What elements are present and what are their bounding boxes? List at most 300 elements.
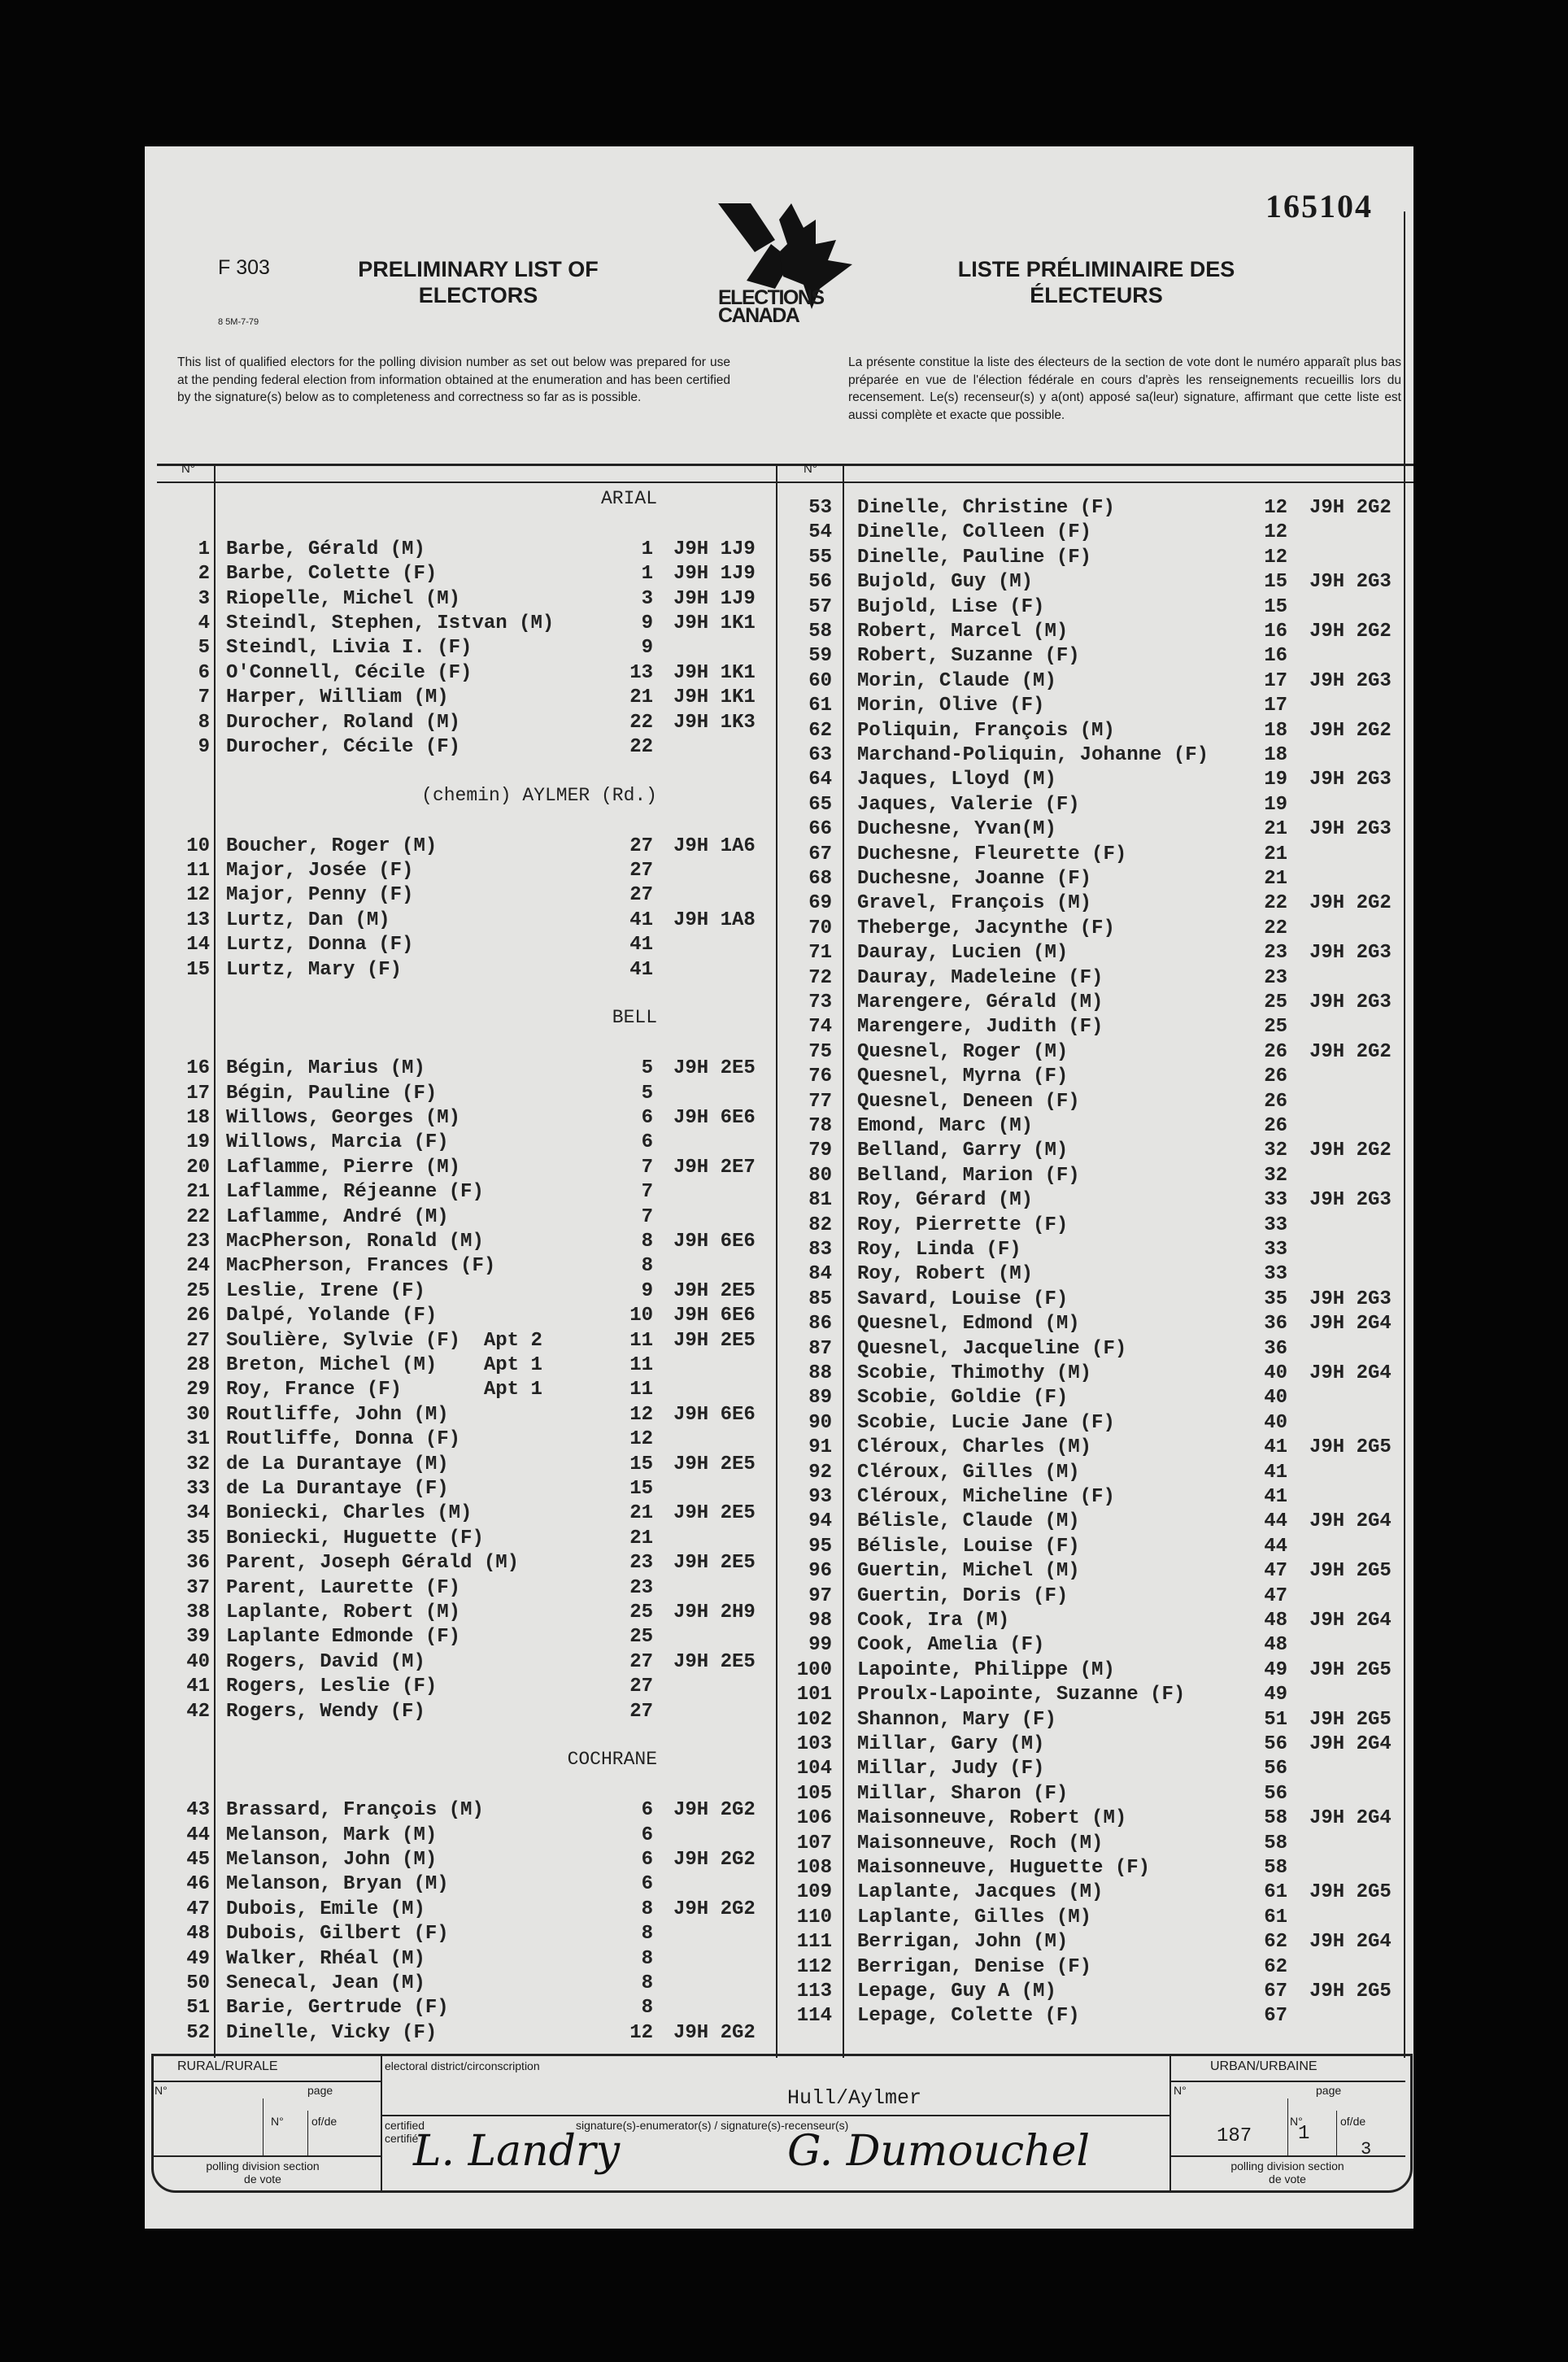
elector-row (145, 1288, 1405, 1312)
elector-name: Routliffe, Donna (F) (226, 1428, 461, 1451)
elector-number: 63 (808, 744, 832, 766)
urban-page-label: page (1316, 2084, 1342, 2097)
elector-number: 30 (186, 1403, 210, 1426)
postal-code: J9H 2E5 (673, 1552, 756, 1575)
title-line: ELECTORS (418, 283, 538, 307)
elector-number: 114 (796, 2005, 832, 2028)
elector-row (145, 1658, 1405, 1683)
postal-code: J9H 6E6 (673, 1305, 756, 1327)
house-number: 6 (641, 1799, 653, 1822)
elector-row (145, 843, 1405, 867)
district-value: Hull/Aylmer (787, 2086, 922, 2110)
elector-number: 110 (796, 1906, 832, 1928)
elector-name: Parent, Joseph Gérald (M) (226, 1552, 520, 1575)
elector-row (145, 719, 1405, 743)
elector-row (145, 1262, 1405, 1287)
elector-number: 37 (186, 1576, 210, 1599)
elector-row (145, 1683, 1405, 1707)
elector-number: 98 (808, 1610, 832, 1632)
house-number: 5 (641, 1082, 653, 1105)
divider (381, 2054, 382, 2190)
elector-number: 94 (808, 1510, 832, 1533)
elector-number: 41 (186, 1676, 210, 1698)
elector-number: 6 (198, 661, 210, 684)
house-number: 17 (1264, 669, 1287, 692)
elector-row (145, 1930, 1405, 1955)
house-number: 41 (1264, 1461, 1287, 1484)
divider (263, 2098, 264, 2155)
elector-number: 75 (808, 1040, 832, 1063)
house-number: 62 (1264, 1931, 1287, 1954)
logo-text (718, 286, 824, 327)
rural-page-no-label: N° (271, 2115, 284, 2128)
house-number: 32 (1264, 1164, 1287, 1187)
house-number: 27 (629, 1700, 653, 1723)
elector-number: 86 (808, 1313, 832, 1336)
street-heading: (chemin) AYLMER (Rd.) (421, 784, 657, 806)
elector-name: Laflamme, André (M) (226, 1205, 449, 1228)
house-number: 15 (629, 1453, 653, 1475)
postal-code: J9H 2G3 (1309, 669, 1392, 692)
elector-number: 74 (808, 1016, 832, 1039)
postal-code: J9H 2G5 (1309, 1436, 1392, 1459)
page-total: 3 (1361, 2139, 1372, 2159)
house-number: 9 (641, 1279, 653, 1302)
elector-name: Marchand-Poliquin, Johanne (F) (857, 744, 1209, 766)
divider (1336, 2111, 1337, 2155)
elector-name: Cléroux, Gilles (M) (857, 1461, 1080, 1484)
house-number: 36 (1264, 1313, 1287, 1336)
elector-row (145, 2004, 1405, 2029)
elector-row (145, 1337, 1405, 1362)
postal-code: J9H 1J9 (673, 538, 756, 560)
elector-name: Quesnel, Edmond (M) (857, 1313, 1080, 1336)
elector-number: 9 (198, 736, 210, 758)
elector-number: 7 (198, 686, 210, 709)
elector-name: Roy, Gérard (M) (857, 1189, 1034, 1212)
no-header-left: N° (181, 462, 195, 476)
rural-of-label: of/de (311, 2115, 338, 2128)
rural-no-label: N° (155, 2084, 168, 2097)
elector-name: Durocher, Cécile (F) (226, 736, 461, 758)
elector-number: 10 (186, 835, 210, 857)
elector-row (145, 1214, 1405, 1238)
elector-row (145, 1856, 1405, 1880)
postal-code: J9H 2G2 (1309, 719, 1392, 742)
house-number: 23 (629, 1552, 653, 1575)
postal-code: J9H 2G3 (1309, 1189, 1392, 1212)
house-number: 27 (629, 835, 653, 857)
elector-name: Quesnel, Myrna (F) (857, 1066, 1069, 1088)
elector-number: 58 (808, 621, 832, 643)
house-number: 8 (641, 1947, 653, 1970)
electors-list-form (145, 146, 1413, 2229)
elector-name: Bélisle, Louise (F) (857, 1535, 1080, 1558)
elector-row (145, 1880, 1405, 1905)
elector-name: Scobie, Thimothy (M) (857, 1362, 1092, 1384)
elector-name: Roy, France (F) Apt 1 (226, 1379, 542, 1401)
elector-name: Melanson, John (M) (226, 1849, 438, 1871)
title-line: ÉLECTEURS (1030, 283, 1163, 307)
divider (151, 2155, 381, 2157)
divider (381, 2115, 1169, 2116)
house-number: 26 (1264, 1090, 1287, 1113)
elector-name: Dinelle, Vicky (F) (226, 2021, 438, 2044)
elector-name: Willows, Georges (M) (226, 1107, 461, 1129)
elector-number: 20 (186, 1156, 210, 1179)
house-number: 33 (1264, 1189, 1287, 1212)
postal-code: J9H 2E5 (673, 1279, 756, 1302)
house-number: 8 (641, 1231, 653, 1253)
elector-name: Laplante, Robert (M) (226, 1602, 461, 1623)
elector-number: 106 (796, 1807, 832, 1830)
elector-row (145, 867, 1405, 891)
house-number: 22 (1264, 892, 1287, 915)
intro-french: La présente constitue la liste des électeurs de la section de vote dont le numéro apparaît plus bas préparée en vue de l'élection fédérale en cours d'après les renseignements recueillis lors du recensement. Le(s) recenseur(s) y a(ont) apposé sa(leur) signature, affirmant que cette liste est aussi complète et exacte que possible. (848, 355, 1401, 422)
elector-number: 103 (796, 1733, 832, 1755)
elector-name: Maisonneuve, Roch (M) (857, 1832, 1104, 1854)
house-number: 33 (1264, 1214, 1287, 1236)
house-number: 47 (1264, 1560, 1287, 1583)
house-number: 7 (641, 1181, 653, 1204)
elector-row (145, 1188, 1405, 1213)
elector-name: Laflamme, Réjeanne (F) (226, 1181, 484, 1204)
elector-name: Cook, Ira (M) (857, 1610, 1010, 1632)
elector-number: 97 (808, 1584, 832, 1607)
house-number: 41 (629, 958, 653, 981)
postal-code: J9H 2G5 (1309, 1981, 1392, 2002)
postal-code: J9H 2G2 (673, 1849, 756, 1871)
elector-number: 112 (796, 1955, 832, 1978)
form-code: 8 5M-7-79 (218, 317, 259, 327)
elector-name: Roy, Robert (M) (857, 1263, 1034, 1286)
house-number: 58 (1264, 1857, 1287, 1879)
elector-number: 28 (186, 1354, 210, 1376)
elector-number: 61 (808, 695, 832, 717)
elector-name: Quesnel, Roger (M) (857, 1040, 1069, 1063)
elector-name: Savard, Louise (F) (857, 1288, 1069, 1310)
elector-number: 1 (198, 538, 210, 560)
house-number: 26 (1264, 1066, 1287, 1088)
elector-number: 50 (186, 1972, 210, 1994)
elector-name: Guertin, Michel (M) (857, 1560, 1080, 1583)
house-number: 49 (1264, 1658, 1287, 1681)
intro-english: This list of qualified electors for the polling division number as set out below was prepared for use at the pending federal election from information obtained at the enumeration and has been certified by the signature(s) below as to completeness and correctness so far as is possible. (177, 355, 730, 404)
house-number: 11 (629, 1329, 653, 1352)
elector-number: 42 (186, 1700, 210, 1723)
house-number: 8 (641, 1997, 653, 2020)
elector-name: Millar, Gary (M) (857, 1733, 1045, 1755)
house-number: 18 (1264, 719, 1287, 742)
elector-number: 12 (186, 884, 210, 907)
house-number: 11 (629, 1354, 653, 1376)
postal-code: J9H 2E5 (673, 1453, 756, 1475)
house-number: 25 (629, 1602, 653, 1623)
postal-code: J9H 2G4 (1309, 1362, 1392, 1384)
elector-name: Lepage, Colette (F) (857, 2005, 1080, 2028)
elector-name: Jaques, Lloyd (M) (857, 769, 1056, 791)
divider (151, 2081, 381, 2082)
postal-code: J9H 1A6 (673, 835, 756, 857)
elector-name: Leslie, Irene (F) (226, 1279, 425, 1302)
elector-name: Major, Josée (F) (226, 860, 414, 882)
postal-code: J9H 2E5 (673, 1502, 756, 1525)
elector-number: 43 (186, 1799, 210, 1822)
elector-name: Bujold, Lise (F) (857, 595, 1045, 618)
postal-code: J9H 1K1 (673, 686, 756, 709)
elector-number: 14 (186, 934, 210, 957)
title-line: LISTE PRÉLIMINAIRE DES (957, 257, 1235, 281)
house-number: 6 (641, 1849, 653, 1871)
elector-name: Steindl, Stephen, Istvan (M) (226, 612, 555, 634)
house-number: 23 (1264, 966, 1287, 989)
elector-name: Laflamme, Pierre (M) (226, 1156, 461, 1179)
elector-number: 81 (808, 1189, 832, 1212)
elector-name: Belland, Marion (F) (857, 1164, 1080, 1187)
house-number: 49 (1264, 1684, 1287, 1706)
house-number: 21 (629, 1502, 653, 1525)
house-number: 15 (629, 1478, 653, 1500)
elector-number: 36 (186, 1552, 210, 1575)
elector-name: Berrigan, John (M) (857, 1931, 1069, 1954)
elector-number: 27 (186, 1329, 210, 1352)
elector-row (145, 817, 1405, 842)
elector-number: 91 (808, 1436, 832, 1459)
elector-number: 57 (808, 595, 832, 618)
elector-row (145, 595, 1405, 620)
elector-number: 102 (796, 1708, 832, 1731)
elector-row (145, 1955, 1405, 1980)
elector-row (145, 1485, 1405, 1510)
elector-number: 13 (186, 909, 210, 931)
postal-code: J9H 2G4 (1309, 1610, 1392, 1632)
elector-name: Roy, Linda (F) (857, 1239, 1021, 1261)
elector-number: 92 (808, 1461, 832, 1484)
elector-number: 82 (808, 1214, 832, 1236)
elector-name: Maisonneuve, Huguette (F) (857, 1857, 1151, 1879)
house-number: 48 (1264, 1634, 1287, 1657)
elector-number: 25 (186, 1279, 210, 1302)
postal-code: J9H 2G2 (673, 2021, 756, 2044)
elector-name: Maisonneuve, Robert (M) (857, 1807, 1127, 1830)
house-number: 5 (641, 1057, 653, 1080)
elector-number: 101 (796, 1684, 832, 1706)
house-number: 47 (1264, 1584, 1287, 1607)
elector-name: Major, Penny (F) (226, 884, 414, 907)
postal-code: J9H 2E5 (673, 1329, 756, 1352)
house-number: 61 (1264, 1906, 1287, 1928)
house-number: 13 (629, 661, 653, 684)
elector-name: Scobie, Goldie (F) (857, 1387, 1069, 1410)
house-number: 44 (1264, 1535, 1287, 1558)
elector-name: Rogers, Leslie (F) (226, 1676, 438, 1698)
elector-name: Cléroux, Micheline (F) (857, 1486, 1115, 1508)
elector-name: Parent, Laurette (F) (226, 1576, 461, 1599)
house-number: 6 (641, 1873, 653, 1896)
house-number: 3 (641, 587, 653, 610)
elector-name: Scobie, Lucie Jane (F) (857, 1411, 1115, 1434)
postal-code: J9H 1J9 (673, 587, 756, 610)
divider (1287, 2098, 1288, 2155)
elector-name: Dauray, Madeleine (F) (857, 966, 1104, 989)
elector-name: Breton, Michel (M) Apt 1 (226, 1354, 542, 1376)
district-label: electoral district/circonscription (385, 2059, 540, 2072)
elector-number: 67 (808, 843, 832, 865)
house-number: 41 (1264, 1436, 1287, 1459)
elector-row (145, 1633, 1405, 1658)
elector-row (145, 1832, 1405, 1856)
elector-name: Quesnel, Jacqueline (F) (857, 1337, 1127, 1360)
house-number: 8 (641, 1972, 653, 1994)
elector-number: 5 (198, 637, 210, 660)
elector-row (145, 768, 1405, 792)
title-english (332, 256, 625, 308)
elector-number: 31 (186, 1428, 210, 1451)
house-number: 12 (629, 2021, 653, 2044)
elector-number: 113 (796, 1981, 832, 2002)
elector-number: 87 (808, 1337, 832, 1360)
house-number: 19 (1264, 769, 1287, 791)
elector-name: Steindl, Livia I. (F) (226, 637, 473, 660)
elector-row (145, 1559, 1405, 1584)
postal-code: J9H 2G3 (1309, 769, 1392, 791)
elector-number: 65 (808, 793, 832, 816)
elector-number: 84 (808, 1263, 832, 1286)
elector-number: 17 (186, 1082, 210, 1105)
house-number: 61 (1264, 1881, 1287, 1904)
elector-name: O'Connell, Cécile (F) (226, 661, 473, 684)
elector-number: 111 (796, 1931, 832, 1954)
elector-name: Rogers, David (M) (226, 1650, 425, 1673)
elector-row (145, 496, 1405, 521)
postal-code: J9H 2G5 (1309, 1881, 1392, 1904)
house-number: 21 (1264, 818, 1287, 841)
elector-name: Duchesne, Fleurette (F) (857, 843, 1127, 865)
elector-number: 104 (796, 1758, 832, 1780)
elector-row (145, 1312, 1405, 1336)
house-number: 33 (1264, 1239, 1287, 1261)
elector-number: 93 (808, 1486, 832, 1508)
elector-row (145, 891, 1405, 916)
elector-name: de La Durantaye (F) (226, 1478, 449, 1500)
elector-row (145, 1535, 1405, 1559)
elector-name: Laplante, Jacques (M) (857, 1881, 1104, 1904)
house-number: 25 (1264, 1016, 1287, 1039)
elector-number: 11 (186, 860, 210, 882)
urban-page-no-label: N° (1290, 2115, 1303, 2128)
house-number: 15 (1264, 595, 1287, 618)
elector-name: Dinelle, Colleen (F) (857, 521, 1092, 544)
postal-code: J9H 2G2 (673, 1898, 756, 1920)
house-number: 25 (629, 1626, 653, 1649)
house-number: 40 (1264, 1387, 1287, 1410)
elector-name: Willows, Marcia (F) (226, 1131, 449, 1154)
house-number: 25 (1264, 991, 1287, 1013)
urban-no-label: N° (1174, 2084, 1187, 2097)
postal-code: J9H 6E6 (673, 1231, 756, 1253)
elector-number: 29 (186, 1379, 210, 1401)
elector-number: 80 (808, 1164, 832, 1187)
street-heading: COCHRANE (567, 1749, 657, 1771)
elector-name: Bélisle, Claude (M) (857, 1510, 1080, 1533)
urban-of-label: of/de (1340, 2115, 1366, 2128)
logo-line: ELECTIONS (718, 286, 824, 309)
house-number: 36 (1264, 1337, 1287, 1360)
elector-number: 32 (186, 1453, 210, 1475)
house-number: 16 (1264, 645, 1287, 668)
divider (157, 482, 1413, 483)
house-number: 26 (1264, 1115, 1287, 1137)
elector-number: 16 (186, 1057, 210, 1080)
elector-row (145, 991, 1405, 1015)
divider (1169, 2054, 1171, 2190)
elector-name: de La Durantaye (M) (226, 1453, 449, 1475)
elector-number: 35 (186, 1527, 210, 1549)
elector-row (145, 669, 1405, 694)
elector-name: Jaques, Valerie (F) (857, 793, 1080, 816)
elector-number: 44 (186, 1824, 210, 1846)
house-number: 12 (629, 1403, 653, 1426)
house-number: 9 (641, 612, 653, 634)
elector-name: Bégin, Marius (M) (226, 1057, 425, 1080)
house-number: 15 (1264, 571, 1287, 594)
elector-name: Millar, Judy (F) (857, 1758, 1045, 1780)
elector-name: Laplante, Gilles (M) (857, 1906, 1092, 1928)
house-number: 58 (1264, 1832, 1287, 1854)
house-number: 12 (1264, 546, 1287, 569)
elector-name: Emond, Marc (M) (857, 1115, 1034, 1137)
elector-number: 54 (808, 521, 832, 544)
house-number: 6 (641, 1107, 653, 1129)
house-number: 6 (641, 1131, 653, 1154)
elector-number: 89 (808, 1387, 832, 1410)
divider (1169, 2081, 1405, 2082)
elector-row (145, 1065, 1405, 1089)
elector-number: 8 (198, 711, 210, 734)
house-number: 40 (1264, 1362, 1287, 1384)
elector-number: 73 (808, 991, 832, 1013)
elector-number: 56 (808, 571, 832, 594)
elector-row (145, 966, 1405, 991)
street-heading: BELL (612, 1007, 657, 1029)
elector-row (145, 743, 1405, 768)
elector-row (145, 1139, 1405, 1163)
elector-name: Millar, Sharon (F) (857, 1782, 1069, 1805)
house-number: 9 (641, 637, 653, 660)
elector-name: Barbe, Colette (F) (226, 563, 438, 586)
house-number: 58 (1264, 1807, 1287, 1830)
house-number: 23 (1264, 942, 1287, 965)
elector-number: 90 (808, 1411, 832, 1434)
elector-number: 77 (808, 1090, 832, 1113)
elector-row (145, 1386, 1405, 1410)
elector-number: 85 (808, 1288, 832, 1310)
elector-name: MacPherson, Frances (F) (226, 1255, 496, 1278)
elector-number: 53 (808, 497, 832, 519)
postal-code: J9H 2G2 (1309, 621, 1392, 643)
elector-number: 107 (796, 1832, 832, 1854)
elector-name: Duchesne, Joanne (F) (857, 868, 1092, 890)
elector-name: Theberge, Jacynthe (F) (857, 917, 1115, 939)
elector-number: 40 (186, 1650, 210, 1673)
elector-number: 88 (808, 1362, 832, 1384)
elector-name: Proulx-Lapointe, Suzanne (F) (857, 1684, 1186, 1706)
certified-label: certified certifié (385, 2119, 425, 2145)
postal-code: J9H 1A8 (673, 909, 756, 931)
elector-row (145, 1238, 1405, 1262)
elector-name: Lapointe, Philippe (M) (857, 1658, 1115, 1681)
elector-name: Boniecki, Huguette (F) (226, 1527, 484, 1549)
